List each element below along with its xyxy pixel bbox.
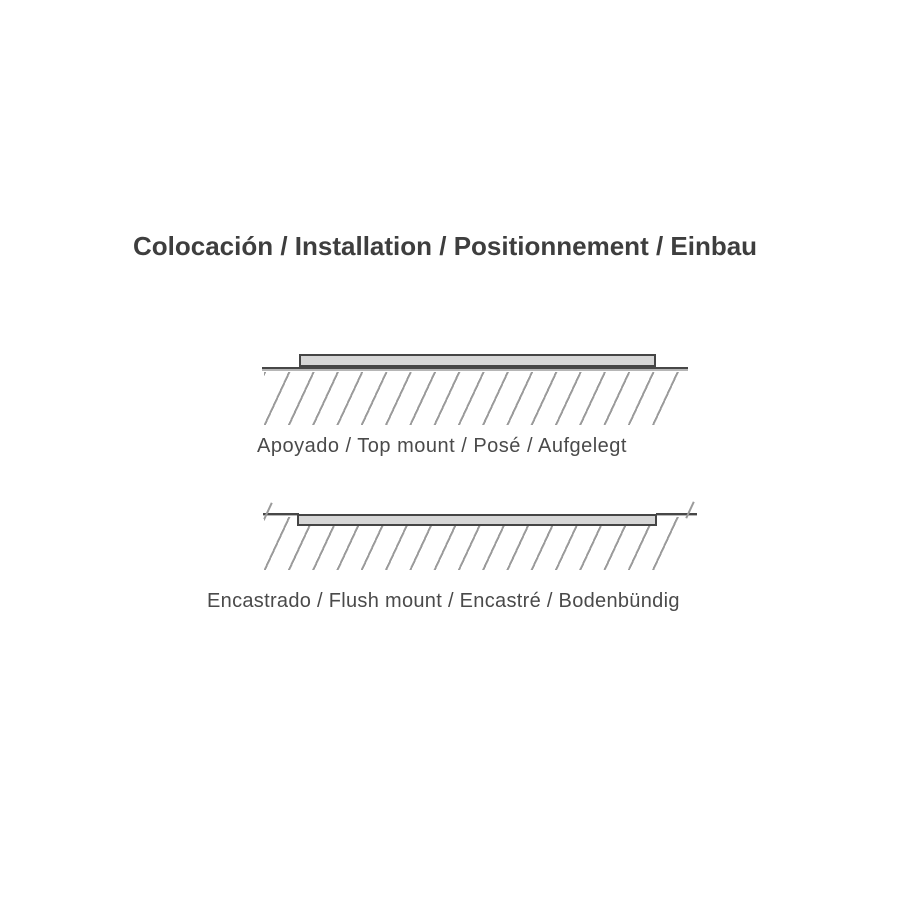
flush-mount-profile — [297, 514, 657, 526]
top-mount-profile — [299, 354, 656, 367]
flush-mount-caption: Encastrado / Flush mount / Encastré / Bodenbündig — [207, 590, 680, 612]
top-mount-ground-hatching — [264, 372, 688, 425]
flush-mount-right-end-tick — [685, 501, 694, 518]
page-title: Colocación / Installation / Positionnement / Einbau — [133, 231, 758, 261]
flush-mount-surface-line-right-shadow — [656, 515, 697, 516]
flush-mount-surface-line-left-shadow — [263, 515, 299, 516]
top-mount-surface-line-shadow — [262, 369, 688, 371]
top-mount-caption: Apoyado / Top mount / Posé / Aufgelegt — [257, 435, 627, 457]
